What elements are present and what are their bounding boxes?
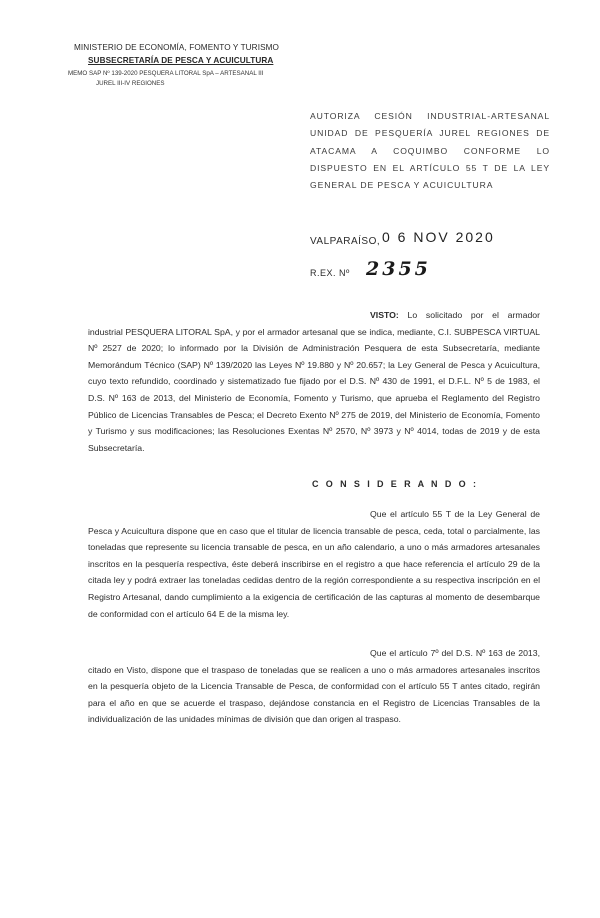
memo-reference-line2: JUREL III-IV REGIONES	[96, 80, 165, 87]
rex-label: R.EX. Nº	[310, 268, 350, 278]
resolution-number-stamp: 2355	[366, 258, 431, 280]
considerando-2-text: Que el artículo 7º del D.S. Nº 163 de 2013, citado en Visto, dispone que el traspaso de toneladas que se realicen a uno o más armadores artesanales inscritos en la pesquería objeto de la Licencia Transable de Pesca, de conformidad con el artículo 55 T antes citado, regirán para el año en que se acuerde el traspaso, dejándose constancia en el Registro de Licencias Transables de la individualización de las unidades mínimas de división que dan origen al traspaso.	[88, 648, 540, 725]
place-label: VALPARAÍSO,	[310, 236, 381, 247]
subsecretaria-header: SUBSECRETARÍA DE PESCA Y ACUICULTURA	[88, 56, 274, 65]
ministry-header: MINISTERIO DE ECONOMÍA, FOMENTO Y TURISMO	[74, 43, 280, 52]
resolution-subject: AUTORIZA CESIÓN INDUSTRIAL-ARTESANAL UNIDAD DE PESQUERÍA JUREL REGIONES DE ATACAMA A COQUIMBO CONFORME LO DISPUESTO EN EL ARTÍCULO 55 T DE LA LEY GENERAL DE PESCA Y ACUICULTURA	[310, 111, 550, 191]
considerando-paragraph-1	[88, 506, 540, 622]
considerando-heading: C O N S I D E R A N D O :	[312, 479, 479, 489]
memo-reference-line1: MEMO SAP Nº 139-2020 PESQUERA LITORAL SpA – ARTESANAL III	[68, 70, 264, 77]
considerando-paragraph-2	[88, 645, 540, 728]
visto-section	[88, 307, 540, 456]
considerando-1-text: Que el artículo 55 T de la Ley General de Pesca y Acuicultura dispone que en caso que el titular de licencia transable de pesca, ceda, total o parcialmente, las toneladas que represente su licencia transable de pesca, en un año calendario, a uno o más armadores artesanales inscritos en la pesquería respectiva, éste deberá inscribirse en el registro a que hace referencia el artículo 29 de la citada ley y podrá extraer las toneladas cedidas dentro de la región correspondiente a su respectiva inscripción en el Registro Artesanal, dando cumplimiento a la exigencia de certificación de las capturas al momento de desembarque de conformidad con el artículo 64 E de la misma ley.	[88, 509, 540, 619]
visto-label: VISTO:	[370, 310, 399, 320]
resolution-date-stamp: 0 6 NOV 2020	[382, 229, 495, 245]
visto-text: Lo solicitado por el armador industrial PESQUERA LITORAL SpA, y por el armador artesanal que se indica, mediante, C.I. SUBPESCA VIRTUAL Nº 2527 de 2020; lo informado por la División de Administración Pesquera de esta Subsecretaría, mediante Memorándum Técnico (SAP) Nº 139/2020 las Leyes Nº 19.880 y Nº 20.657; la Ley General de Pesca y Acuicultura, cuyo texto refundido, coordinado y sistematizado fue fijado por el D.S. Nº 430 de 1991, el D.F.L. Nº 5 de 1983, el D.S. Nº 163 de 2013, del Ministerio de Economía, Fomento y Turismo, que aprueba el Reglamento del Registro Público de Licencias Transables de Pesca; el Decreto Exento Nº 275 de 2019, del Ministerio de Economía, Fomento y Turismo y sus modificaciones; las Resoluciones Exentas Nº 2570, Nº 3973 y Nº 4014, todas de 2019 y de esta Subsecretaría.	[88, 310, 540, 453]
